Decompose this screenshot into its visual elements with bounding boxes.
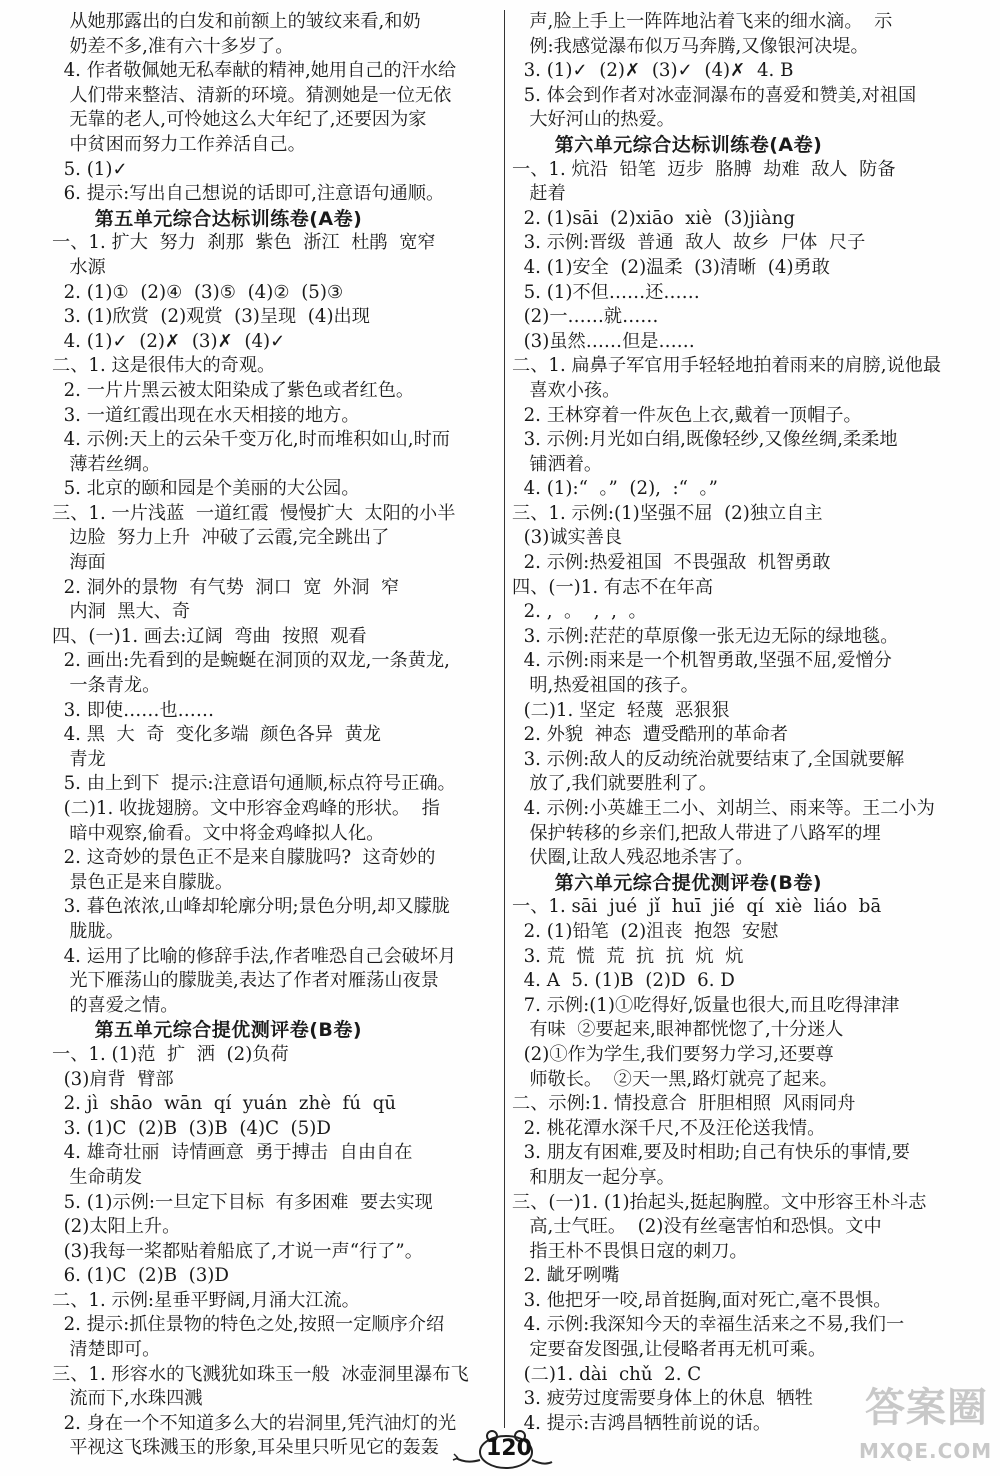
answer-line: 奶差不多,准有六十多岁了。 bbox=[52, 35, 294, 57]
answer-line: 保护转移的乡亲们,把敌人带进了八路军的埋 bbox=[512, 822, 881, 844]
answer-line: 四、(一)1. 画去:辽阔 弯曲 按照 观看 bbox=[52, 625, 367, 647]
answer-line: (二)1. 收拢翅膀。文中形容金鸡峰的形状。 指 bbox=[52, 798, 440, 819]
answer-line: 2. 洞外的景物 有气势 洞口 宽 外洞 窄 bbox=[52, 576, 400, 598]
answer-line: 3. (1)✓ (2)✗ (3)✓ (4)✗ 4. B bbox=[512, 60, 794, 82]
answer-line: 铺洒着。 bbox=[512, 453, 603, 475]
section-title: 第六单元综合提优测评卷(B卷) bbox=[512, 871, 823, 894]
answer-line: (二)1. 坚定 轻蔑 恶狠狠 bbox=[512, 699, 730, 721]
answer-line: 声,脸上手上一阵阵地沾着飞来的细水滴。 示 bbox=[512, 11, 893, 32]
answer-line: 3. 暮色浓浓,山峰却轮廓分明;景色分明,却又朦胧 bbox=[52, 896, 450, 918]
answer-line: 6. 提示:写出自己想说的话即可,注意语句通顺。 bbox=[52, 183, 445, 205]
page-number: 120 bbox=[486, 1436, 532, 1461]
answer-line: 一、1. (1)范 扩 洒 (2)负荷 bbox=[52, 1043, 289, 1065]
answer-line: 3. 示例:茫茫的草原像一张无边无际的绿地毯。 bbox=[512, 625, 899, 647]
answer-line: 从她那露出的白发和前额上的皱纹来看,和奶 bbox=[52, 11, 421, 32]
answer-line: 4. (1)✓ (2)✗ (3)✗ (4)✓ bbox=[52, 330, 286, 352]
answer-line: 青龙 bbox=[52, 748, 106, 770]
answer-line: 3. 示例:月光如白绢,既像轻纱,又像丝绸,柔柔地 bbox=[512, 429, 898, 451]
answer-line: 2. 桃花潭水深千尺,不及汪伦送我情。 bbox=[512, 1117, 826, 1139]
answer-line: 明,热爱祖国的孩子。 bbox=[512, 675, 699, 697]
answer-line: 3. 朋友有困难,要及时相助;自己有快乐的事情,要 bbox=[512, 1142, 910, 1164]
answer-line: 2. , 。 , , 。 bbox=[512, 601, 647, 623]
answer-line: 4. 示例:天上的云朵千变万化,时而堆积如山,时而 bbox=[52, 429, 450, 451]
answer-line: 暗中观察,偷看。文中将金鸡峰拟人化。 bbox=[52, 822, 385, 844]
answer-line: 4. A 5. (1)B (2)D 6. D bbox=[512, 970, 735, 992]
watermark-url: MXQE.COM bbox=[859, 1439, 993, 1463]
answer-line: 二、1. 示例:星垂平野阔,月涌大江流。 bbox=[52, 1289, 360, 1311]
left-column bbox=[52, 10, 498, 1461]
answer-line: 3. 荒 慌 荒 抗 抗 炕 炕 bbox=[512, 945, 744, 967]
answer-line: 5. (1)✓ bbox=[52, 158, 128, 180]
answer-line: 海面 bbox=[52, 552, 106, 574]
answer-line: 2. (1)sāi (2)xiāo xiè (3)jiàng bbox=[512, 207, 796, 229]
answer-line: 伏圈,让敌人残忍地杀害了。 bbox=[512, 847, 754, 869]
answer-line: 4. 作者敬佩她无私奉献的精神,她用自己的汗水给 bbox=[52, 60, 457, 82]
answer-line: 生命萌发 bbox=[52, 1166, 143, 1188]
answer-line: 2. 示例:热爱祖国 不畏强敌 机智勇敢 bbox=[512, 552, 831, 574]
answer-line: 2. 外貌 神态 遭受酷刑的革命者 bbox=[512, 724, 789, 746]
answer-line: 一条青龙。 bbox=[52, 675, 161, 697]
answer-line: 3. 示例:敌人的反动统治就要结束了,全国就要解 bbox=[512, 748, 905, 770]
answer-line: 7. 示例:(1)①吃得好,饭量也很大,而且吃得津津 bbox=[512, 994, 900, 1016]
answer-line: 一、1. sāi jué jǐ huī jié qí xiè liáo bā bbox=[512, 896, 882, 918]
answer-line: 指王朴不畏惧日寇的刺刀。 bbox=[512, 1240, 748, 1262]
answer-line: 胧胧。 bbox=[52, 920, 124, 942]
answer-line: (二)1. dài chǔ 2. C bbox=[512, 1363, 702, 1385]
answer-line: 3. 即使……也…… bbox=[52, 699, 215, 721]
answer-line: (3)诚实善良 bbox=[512, 527, 623, 549]
answer-line: 4. 黑 大 奇 变化多端 颜色各异 黄龙 bbox=[52, 724, 381, 746]
answer-line: 一、1. 扩大 努力 刹那 紫色 浙江 杜鹃 宽窄 bbox=[52, 232, 436, 254]
answer-line: 2. 画出:先看到的是蜿蜒在洞顶的双龙,一条黄龙, bbox=[52, 650, 450, 672]
answer-line: 3. (1)欣赏 (2)观赏 (3)呈现 (4)出现 bbox=[52, 306, 370, 328]
answer-line: 5. (1)不但……还…… bbox=[512, 281, 700, 303]
answer-line: 3. 一道红霞出现在水天相接的地方。 bbox=[52, 404, 360, 426]
answer-line: 放了,我们就要胜利了。 bbox=[512, 773, 718, 795]
answer-line: 水源 bbox=[52, 256, 106, 278]
watermark bbox=[855, 1378, 995, 1470]
column-divider bbox=[504, 10, 505, 1428]
section-title: 第五单元综合提优测评卷(B卷) bbox=[52, 1019, 363, 1042]
answer-line: 2. 王林穿着一件灰色上衣,戴着一顶帽子。 bbox=[512, 404, 862, 426]
answer-line: 5. 体会到作者对冰壶洞瀑布的喜爱和赞美,对祖国 bbox=[512, 84, 917, 106]
answer-line: 4. 提示:吉鸿昌牺牲前说的话。 bbox=[512, 1412, 772, 1434]
answer-line: 5. 由上到下 提示:注意语句通顺,标点符号正确。 bbox=[52, 773, 456, 795]
answer-line: 师敬长。 ②天一黑,路灯就亮了起来。 bbox=[512, 1068, 838, 1090]
section-title: 第六单元综合达标训练卷(A卷) bbox=[512, 133, 823, 156]
answer-line: 一、1. 炕沿 铅笔 迈步 胳膊 劫难 敌人 防备 bbox=[512, 158, 896, 180]
answer-line: (2)太阳上升。 bbox=[52, 1216, 181, 1238]
answer-line: (3)虽然……但是…… bbox=[512, 330, 695, 352]
answer-line: 6. (1)C (2)B (3)D bbox=[52, 1265, 229, 1287]
page-number-ornament bbox=[448, 1428, 558, 1470]
answer-line: 中贫困而努力工作养活自己。 bbox=[52, 133, 306, 155]
answer-line: 有味 ②要起来,眼神都恍惚了,十分迷人 bbox=[512, 1019, 844, 1041]
answer-line: 3. 他把牙一咬,昂首挺胸,面对死亡,毫不畏惧。 bbox=[512, 1289, 892, 1311]
answer-line: 平视这飞珠溅玉的形象,耳朵里只听见它的轰轰 bbox=[52, 1437, 439, 1459]
answer-line: 高,士气旺。 (2)没有丝毫害怕和恐惧。文中 bbox=[512, 1216, 882, 1238]
answer-line: 三、1. 一片浅蓝 一道红霞 慢慢扩大 太阳的小半 bbox=[52, 502, 456, 524]
answer-line: 光下雁荡山的朦胧美,表达了作者对雁荡山夜景 bbox=[52, 970, 439, 992]
answer-line: 流而下,水珠四溅 bbox=[52, 1388, 203, 1410]
answer-line: 二、1. 这是很伟大的奇观。 bbox=[52, 355, 276, 377]
answer-line: 内洞 黑大、奇 bbox=[52, 601, 191, 623]
answer-line: 4. (1)安全 (2)温柔 (3)清晰 (4)勇敢 bbox=[512, 256, 830, 278]
answer-line: 3. (1)C (2)B (3)B (4)C (5)D bbox=[52, 1117, 331, 1139]
answer-line: 3. 示例:晋级 普通 敌人 故乡 尸体 尺子 bbox=[512, 232, 866, 254]
answer-line: 边脸 努力上升 冲破了云霞,完全跳出了 bbox=[52, 527, 390, 549]
answer-line: 4. (1):“ 。” (2), :“ 。” bbox=[512, 478, 718, 500]
answer-line: 2. 一片片黑云被太阳染成了紫色或者红色。 bbox=[52, 379, 415, 401]
watermark-logo: 答案圈 bbox=[865, 1385, 988, 1431]
answer-line: 二、1. 扁鼻子军官用手轻轻地拍着雨来的肩膀,说他最 bbox=[512, 355, 942, 377]
answer-line: (3)我每一桨都贴着船底了,才说一声“行了”。 bbox=[52, 1240, 423, 1262]
answer-line: 喜欢小孩。 bbox=[512, 379, 621, 401]
answer-line: (3)肩背 臂部 bbox=[52, 1068, 174, 1090]
answer-line: 2. 这奇妙的景色正不是来自朦胧吗? 这奇妙的 bbox=[52, 847, 436, 869]
answer-line: 3. 疲劳过度需要身体上的休息 牺牲 bbox=[512, 1388, 813, 1410]
answer-line: 薄若丝绸。 bbox=[52, 453, 161, 475]
answer-line: 5. 北京的颐和园是个美丽的大公园。 bbox=[52, 478, 360, 500]
answer-line: 5. (1)示例:一旦定下目标 有多困难 要去实现 bbox=[52, 1191, 433, 1213]
answer-line: 4. 雄奇壮丽 诗情画意 勇于搏击 自由自在 bbox=[52, 1142, 413, 1164]
answer-line: 2. (1)铅笔 (2)沮丧 抱怨 安慰 bbox=[512, 920, 779, 942]
answer-line: 2. jì shāo wān qí yuán zhè fú qū bbox=[52, 1093, 396, 1115]
answer-line: 大好河山的热爱。 bbox=[512, 109, 675, 131]
answer-line: 2. 提示:抓住景物的特色之处,按照一定顺序介绍 bbox=[52, 1314, 445, 1336]
answer-line: 例:我感觉瀑布似万马奔腾,又像银河决堤。 bbox=[512, 35, 869, 57]
answer-line: 四、(一)1. 有志不在年高 bbox=[512, 576, 714, 598]
answer-line: 4. 示例:雨来是一个机智勇敢,坚强不屈,爱憎分 bbox=[512, 650, 892, 672]
answer-line: 定要奋发图强,让侵略者再无机可乘。 bbox=[512, 1339, 827, 1361]
answer-line: (2)①作为学生,我们要努力学习,还要尊 bbox=[512, 1043, 834, 1065]
answer-line: 三、(一)1. (1)抬起头,挺起胸膛。文中形容王朴斗志 bbox=[512, 1191, 927, 1213]
answer-line: 4. 运用了比喻的修辞手法,作者唯恐自己会破坏月 bbox=[52, 945, 457, 967]
answer-line: 4. 示例:我深知今天的幸福生活来之不易,我们一 bbox=[512, 1314, 905, 1336]
answer-line: 清楚即可。 bbox=[52, 1339, 161, 1361]
answer-line: 三、1. 形容水的飞溅犹如珠玉一般 冰壶洞里瀑布飞 bbox=[52, 1363, 469, 1385]
answer-line: 2. 身在一个不知道多么大的岩洞里,凭汽油灯的光 bbox=[52, 1412, 457, 1434]
right-column bbox=[512, 10, 964, 1436]
answer-line: 和朋友一起分享。 bbox=[512, 1166, 675, 1188]
answer-line: 的喜爱之情。 bbox=[52, 994, 179, 1016]
answer-line: 景色正是来自朦胧。 bbox=[52, 871, 234, 893]
answer-line: 赶着 bbox=[512, 183, 566, 205]
answer-line: 4. 示例:小英雄王二小、刘胡兰、雨来等。王二小为 bbox=[512, 798, 935, 819]
section-title: 第五单元综合达标训练卷(A卷) bbox=[52, 207, 363, 230]
answer-line: 二、示例:1. 情投意合 肝胆相照 风雨同舟 bbox=[512, 1093, 856, 1115]
answer-line: 2. 龇牙咧嘴 bbox=[512, 1265, 620, 1287]
answer-line: 无靠的老人,可怜她这么大年纪了,还要因为家 bbox=[52, 109, 427, 131]
answer-line: (2)一……就…… bbox=[512, 306, 659, 328]
answer-line: 三、1. 示例:(1)坚强不屈 (2)独立自主 bbox=[512, 502, 823, 524]
answer-line: 2. (1)① (2)④ (3)⑤ (4)② (5)③ bbox=[52, 281, 344, 303]
answer-line: 人们带来整洁、清新的环境。猜测她是一位无依 bbox=[52, 84, 452, 106]
